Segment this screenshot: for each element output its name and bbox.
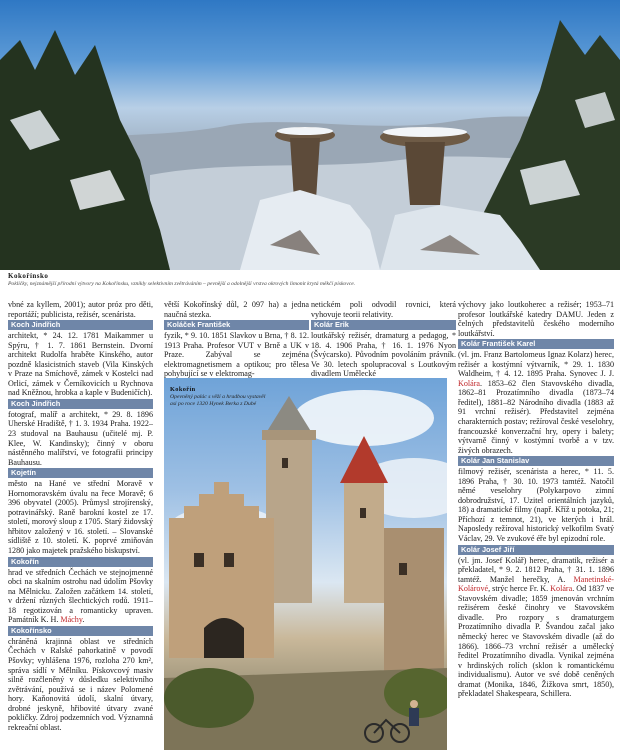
continued-text: netickém poli odvodil rovnici, která vyhovuje teorii relativity.	[311, 300, 456, 319]
entry-heading: Kolár Josef Jiří	[458, 545, 614, 555]
cross-reference-link[interactable]: Máchy	[60, 615, 83, 625]
entry-text: fotograf, malíř a architekt, * 29. 8. 1896 Uherské Hradiště, † 1. 3. 1934 Praha. 1922–23 studoval na Bauhausu (učitelé mj. P. Klee, W. Kandinsky); činný v oboru nástěnného malířství, ve fotografii principy Bauhausu.	[8, 409, 153, 467]
kokorin-castle-photo	[164, 378, 447, 750]
continued-text: vbné za kyllem, 2001); autor próz pro děti, reportáží; publicista, režisér, scenárista.	[8, 300, 153, 319]
entry-text-part: , strýc herce Fr. K.	[488, 584, 551, 594]
entry-text-part: . 1853–62 člen Stavovského divadla, 1862–81 Prozatímního divadla (1873–74 ředitel), 1881–82 Národního divadla (1883 až 91 vrchní režisér). Představitel zejména charakterních postav; režíroval české veselohry, francouzské konverzační hry, opery i balety; výtvarně činný v kostýmní tvorbě a v tzv. živých obrazech.	[458, 378, 614, 455]
cross-reference-link[interactable]: Manetinské-Kolárové	[458, 574, 614, 594]
entry-text-part: (vl. jm. Franz Bartolomeus Ignaz Kolarz) herec, režisér a kostýmní výtvarník, * 29. 1. 1830 Waldheim, † 4. 12. 1895 Praha. Synovec J. J.	[458, 350, 614, 379]
castle-caption-text: Opevněný palác s věží a hradbou vystavěl asi po roce 1320 Hynek Berka z Dubé	[170, 394, 266, 407]
entry-heading: Koch Jindřich	[8, 399, 153, 409]
entry-text: město na Hané ve střední Moravě v Hornomoravském úvalu na řece Moravě; 6 396 obyvatel (2005). Průmysl strojírenský, potravinářský. Raně barokní kostel ze 17. století, morový sloup z 1705. Starý židovský hřbitov založený v 16. století. – Slovanské sídliště z 10. století. K. poprvé zmiňován 1280 jako majetek pražského biskupství.	[8, 479, 153, 556]
entry-text	[458, 350, 614, 455]
entry-text: architekt, * 24. 12. 1781 Maikammer u Spýru, † 1. 7. 1861 Bernstein. Dvorní architekt Rudolfa hraběte Kinského, autor pozdně klasicistních staveb (Vila Kinských v Praze na Smíchově, zámek v Kostelci nad Orlicí, zámek v Černíkovicích u Rychnova nad Kněžnou, hrobka a kaple v Budeničích).	[8, 331, 153, 398]
entry-heading: Koláček František	[164, 320, 309, 330]
text-column-1	[8, 300, 153, 750]
entry-heading: Kokořínsko	[8, 626, 153, 636]
cross-reference-link[interactable]: Kolára	[550, 584, 573, 594]
entry-heading: Kolár František Karel	[458, 339, 614, 349]
entry-text-part: hrad ve středních Čechách ve stejnojmenné obci na skalním ostrohu nad údolím Pšovky na Mělnicku. Založen začátkem 14. století, v držení různých šlechtických rodů. 1911–18 regotizován a romanticky upraven. Památník K. H.	[8, 567, 153, 625]
entry-heading: Kolár Jan Stanislav	[458, 456, 614, 466]
entry-heading: Koch Jindřich	[8, 320, 153, 330]
entry-text-part: .	[82, 615, 85, 625]
text-column-3	[311, 300, 456, 386]
entry-text: filmový režisér, scenárista a herec, * 11. 5. 1896 Praha, † 30. 10. 1973 tamtéž. Natočil němé veselohry (Polykarpovo zimní dobrodružství, 17. Uzitel orientálních jazyků, 18) a dramatické filmy (např. Kříž u potoka, 21; Příchozí z temnot, 21), ve kterých i hrál. Naposledy režíroval historický velkofilm Svatý Václav, 29. Ve zvukové éře byl epizodní role.	[458, 467, 614, 544]
entry-text	[458, 556, 614, 699]
entry-heading: Kokořín	[8, 557, 153, 567]
photo-caption-title: Kokořínsko	[8, 272, 49, 280]
continued-text: větší Kokořínský důl, 2 097 ha) a jedna naučná stezka.	[164, 300, 309, 319]
cross-reference-link[interactable]: Kolára	[458, 378, 481, 388]
castle-caption-title: Kokořín	[170, 386, 196, 393]
entry-text: loutkářský režisér, dramaturg a pedagog, * 18. 4. 1906 Praha, † 16. 1. 1976 Nyon (Švýcarsko). Původním povoláním právník. Ve 30. letech spolupracoval s Loutkovým divadlem Umělecké	[311, 331, 456, 379]
entry-text: fyzik, * 9. 10. 1851 Slavkov u Brna, † 8. 12. 1913 Praha. Profesor VUT v Brně a UK v Praze. Zabýval se zejména elektromagnetismem a optikou; pro tělesa pohybující se v elektromag-	[164, 331, 309, 379]
kokorinsko-landscape-photo	[0, 0, 620, 270]
entry-text-part: (vl. jm. Josef Kolář) herec, dramatik, režisér a překladatel, * 9. 2. 1812 Praha, † 31. 1. 1896 tamtéž. Manžel herečky, A.	[458, 555, 614, 584]
entry-text-part: . Od 1837 ve Stavovském divadle; 1859 jmenován vrchním režisérem české činohry ve Stavovském divadle. Pro rozpory s dramaturgem Prozatímního divadla P. Švandou začal jako německý herec ve Stavovském divadle (až do 1866). 1866–73 vrchní režisér a umělecký ředitel Prozatímního divadla. Vynikal zejména v hrdinských rolích (sklon k romantickému individualismu). Autor ve své době ceněných dramat (Monika, 1846, Žižkova smrt, 1850), překladatel Shakespeara, Schillera.	[458, 584, 614, 699]
text-column-4	[458, 300, 614, 750]
continued-text: výchovy jako loutkoherec a režisér; 1953–71 profesor loutkářské katedry DAMU. Jeden z čelných představitelů českého moderního loutkářství.	[458, 300, 614, 338]
entry-text: chráněná krajinná oblast ve středních Čechách v Ralské pahorkatině v povodí Pšovky; vyhlášena 1976, rozloha 270 km², správa sídlí v Mělníku. Pískovcový masiv silně rozčleněný v důsledku selektivního zvětrávání, používá se i název Polomené hory. Kaňonovitá údolí, skalní útvary, drobné jeskyně, hřibovité útvary zvané pokličky. Zdroj podzemních vod. Významná rekreační oblast.	[8, 636, 153, 732]
entry-heading: Kojetín	[8, 468, 153, 478]
entry-text	[8, 568, 153, 625]
entry-heading: Kolár Erik	[311, 320, 456, 330]
photo-caption-text: Pokličky, nejznámější přírodní výtvory na Kokořínsku, vznikly selektivním zvětráváním – pevnější a odolnější vrstva okrových limonit krytá měkčí pískovce.	[8, 281, 356, 287]
text-column-2	[164, 300, 309, 386]
